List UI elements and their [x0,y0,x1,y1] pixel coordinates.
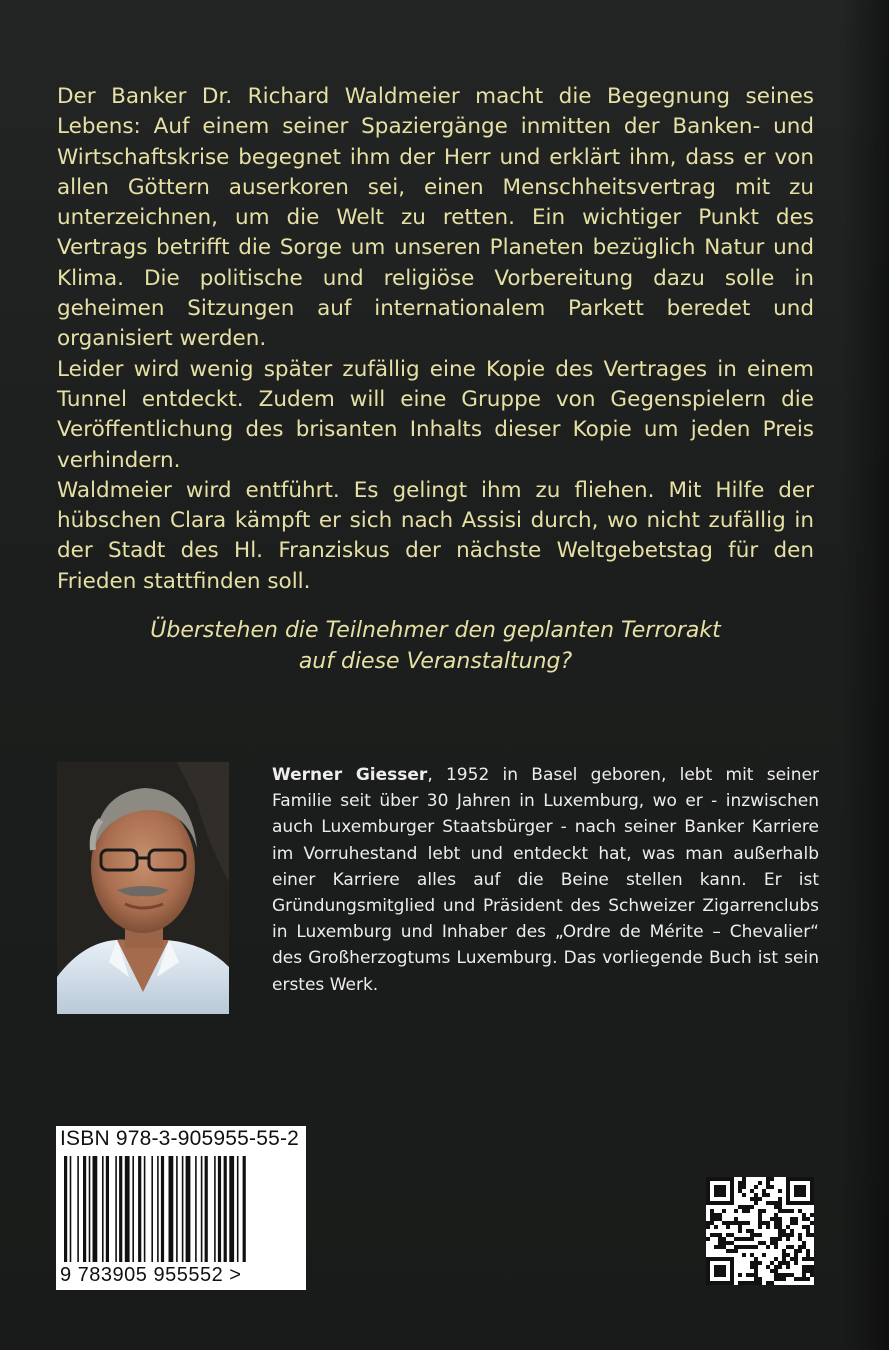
blurb-paragraph-3: Waldmeier wird entführt. Es gelingt ihm zu fliehen. Mit Hilfe der hübschen Clara kämpft er sich nach Assisi durch, wo nicht zufällig in der Stadt des Hl. Franziskus der nächste Weltgebetstag für den Frieden stattfinden soll. [57,477,814,594]
blurb-text [57,82,814,597]
author-photo [57,762,229,1014]
tagline-line-1: Überstehen die Teilnehmer den geplanten Terrorakt [150,618,721,643]
qr-code-icon [706,1177,814,1285]
blurb-paragraph-1: Der Banker Dr. Richard Waldmeier macht die Begegnung seines Lebens: Auf einem seiner Spaziergänge inmitten der Banken- und Wirtschaftskrise begegnet ihm der Herr und erklärt ihm, dass er von allen Göttern auserkoren sei, einen Menschheitsvertrag mit zu unterzeichnen, um die Welt zu retten. Ein wichtiger Punkt des Vertrags betrifft die Sorge um unseren Planeten bezüglich Natur und Klima. Die politische und religiöse Vorbereitung dazu solle in geheimen Sitzungen auf internationalem Parkett beredet und organisiert werden. [57,84,814,352]
qr-code [706,1177,814,1285]
tagline [57,615,814,677]
barcode-icon [62,1156,300,1266]
author-portrait-image [57,762,229,1014]
blurb-paragraph-2: Leider wird wenig später zufällig eine Kopie des Vertrages in einem Tunnel entdeckt. Zudem will eine Gruppe von Gegenspielern die Veröffentlichung des brisanten Inhalts dieser Kopie um jeden Preis verhindern. [57,356,814,473]
tagline-line-2: auf diese Veranstaltung? [298,649,573,674]
isbn-barcode-box [56,1126,306,1290]
author-bio-text: , 1952 in Basel geboren, lebt mit seiner Familie seit über 30 Jahren in Luxemburg, wo er - inzwischen auch Luxemburger Staatsbürger - nach seiner Banker Karriere im Vorruhestand lebt und entdeckt hat, was man außerhalb einer Karriere alles auf die Beine stellen kann. Er ist Gründungsmitglied und Präsident des Schweizer Zigarrenclubs in Luxemburg und Inhaber des „Ordre de Mérite – Chevalier“ des Großherzogtums Luxemburg. Das vorliegende Buch ist sein erstes Werk. [272,765,819,995]
spine-edge-shadow [841,0,889,1350]
isbn-number: ISBN 978-3-905955-55-2 [60,1127,300,1150]
barcode-digits: 9 783905 955552 > [60,1264,242,1286]
author-bio [272,762,819,998]
author-name: Werner Giesser [272,765,428,785]
